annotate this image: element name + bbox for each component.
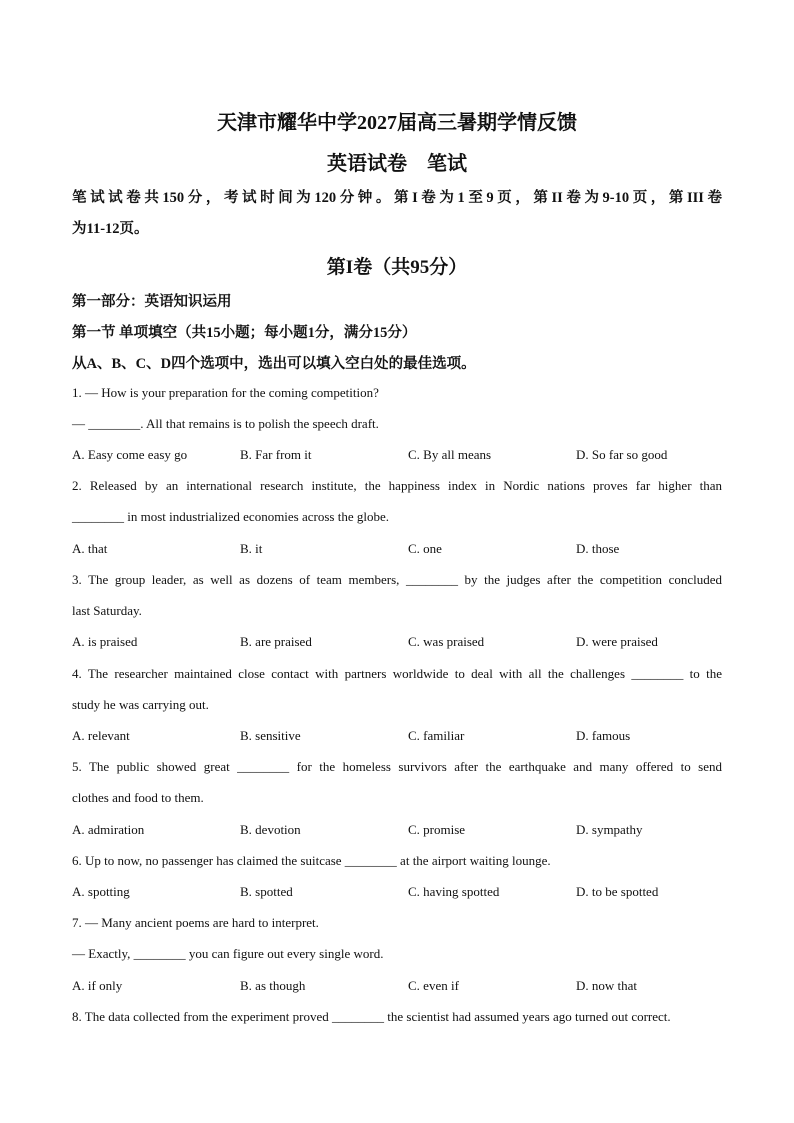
question-2-option-d: D. those [576,541,620,556]
instruction-text: 从A、B、C、D四个选项中，选出可以填入空白处的最佳选项。 [72,356,476,372]
question-3-stem: 3. The group leader, as well as dozens of team members, ________ by the judges after the competition concluded [72,572,722,587]
question-6-option-a: A. spotting [72,884,130,899]
question-1-stem: 1. — How is your preparation for the coming competition? [72,385,379,400]
question-2-option-a: A. that [72,541,108,556]
question-2-stem: 2. Released by an international research institute, the happiness index in Nordic nations proves far higher than [72,478,722,493]
question-6-stem: 6. Up to now, no passenger has claimed the suitcase ________ at the airport waiting lounge. [72,853,551,868]
question-7-answer-line: — Exactly, ________ you can figure out every single word. [72,946,384,961]
question-2-option-c: C. one [408,541,442,556]
question-3-option-c: C. was praised [408,634,485,649]
question-7-option-b: B. as though [240,978,306,993]
question-2-option-b: B. it [240,541,263,556]
question-5-stem-continued: clothes and food to them. [72,790,204,805]
question-6-option-d: D. to be spotted [576,884,659,899]
question-4-stem: 4. The researcher maintained close contact with partners worldwide to deal with all the challenges ________ to the [72,666,722,681]
question-7-option-a: A. if only [72,978,123,993]
question-6-option-c: C. having spotted [408,884,500,899]
question-5-stem: 5. The public showed great ________ for the homeless survivors after the earthquake and many offered to send [72,759,722,774]
question-7-option-c: C. even if [408,978,459,993]
question-4-option-d: D. famous [576,728,631,743]
question-5-option-d: D. sympathy [576,822,643,837]
question-3-option-d: D. were praised [576,634,658,649]
question-8-stem: 8. The data collected from the experiment proved ________ the scientist had assumed years ago turned out correct. [72,1009,671,1024]
intro-line-2: 为11-12页。 [72,221,149,237]
question-5-option-c: C. promise [408,822,466,837]
school-title: 天津市耀华中学2027届高三暑期学情反馈 [217,112,577,134]
question-1-option-b: B. Far from it [240,447,312,462]
volume-title: 第I卷（共95分） [326,257,468,278]
question-3-option-b: B. are praised [240,634,312,649]
question-4-option-c: C. familiar [408,728,465,743]
question-1-option-a: A. Easy come easy go [72,447,188,462]
question-3-option-a: A. is praised [72,634,138,649]
question-4-stem-continued: study he was carrying out. [72,697,209,712]
intro-line-1: 笔试试卷共150分，考试时间为120分钟。第I卷为1至9页，第II卷为9-10页，第III卷 [72,190,722,206]
question-4-option-a: A. relevant [72,728,130,743]
question-5-option-a: A. admiration [72,822,145,837]
subsection-heading: 第一节 单项填空（共15小题；每小题1分，满分15分） [72,325,417,341]
part-heading: 第一部分：英语知识运用 [72,294,232,310]
question-6-option-b: B. spotted [240,884,293,899]
question-3-stem-continued: last Saturday. [72,603,142,618]
question-7-option-d: D. now that [576,978,638,993]
question-1-option-d: D. So far so good [576,447,668,462]
question-5-option-b: B. devotion [240,822,301,837]
question-7-stem: 7. — Many ancient poems are hard to interpret. [72,915,319,930]
exam-title: 英语试卷 笔试 [327,153,467,175]
question-1-answer-line: — ________. All that remains is to polish the speech draft. [72,416,379,431]
question-4-option-b: B. sensitive [240,728,301,743]
question-2-stem-continued: ________ in most industrialized economies across the globe. [72,509,389,524]
question-1-option-c: C. By all means [408,447,492,462]
